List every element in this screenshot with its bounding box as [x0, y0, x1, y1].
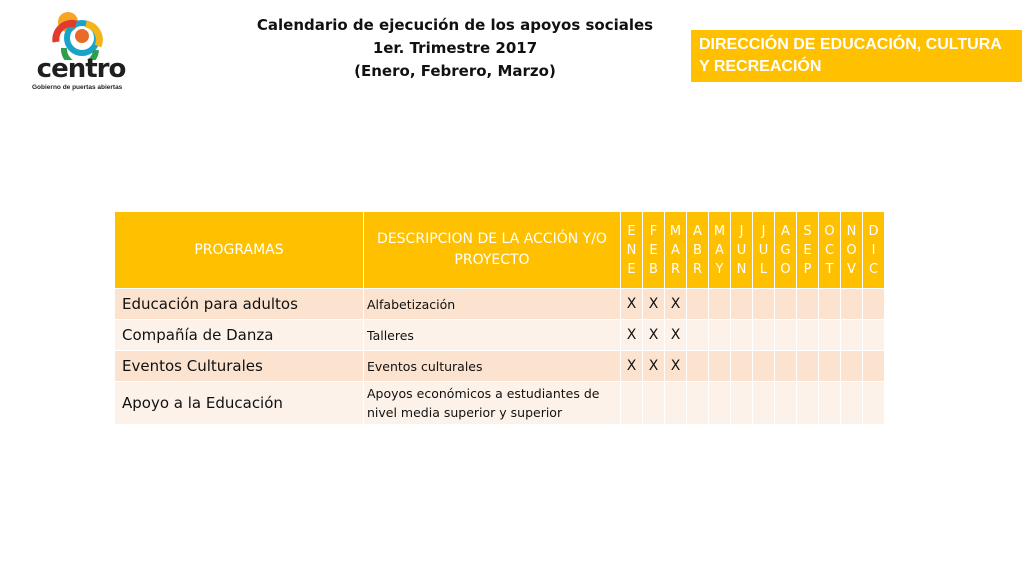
cell-month-mark [841, 320, 863, 351]
cell-month-mark [797, 382, 819, 425]
header-month [775, 212, 797, 289]
header-month-letter: R [692, 261, 703, 277]
cell-month-mark [841, 289, 863, 320]
cell-month-mark [819, 289, 841, 320]
header-month-letter: M [713, 223, 726, 239]
header-month-letter: U [736, 242, 747, 258]
cell-month-mark [753, 351, 775, 382]
header-month-letter: D [868, 223, 879, 239]
header-month-letter: A [781, 223, 790, 239]
table-row [115, 320, 885, 351]
logo-tagline: Gobierno de puertas abiertas [32, 84, 123, 91]
cell-month-mark: X [665, 320, 687, 351]
header-month-letter: T [825, 261, 834, 277]
header-month [643, 212, 665, 289]
header-month-letter: O [846, 242, 857, 258]
header-month-letter: E [627, 223, 636, 239]
cell-month-mark: X [665, 289, 687, 320]
cell-month-mark [797, 289, 819, 320]
header-month-letter: N [736, 261, 747, 277]
cell-month-mark: X [643, 320, 665, 351]
cell-month-mark [731, 289, 753, 320]
header-month [863, 212, 885, 289]
header-programas: PROGRAMAS [115, 212, 364, 289]
cell-month-mark: X [643, 289, 665, 320]
cell-month-mark [775, 289, 797, 320]
cell-programa: Compañía de Danza [115, 320, 364, 351]
cell-month-mark [731, 320, 753, 351]
header-month-letter: A [671, 242, 680, 258]
cell-month-mark [709, 382, 731, 425]
cell-month-mark [863, 382, 885, 425]
cell-month-mark [797, 351, 819, 382]
header-month-letter: E [649, 242, 658, 258]
cell-month-mark [709, 320, 731, 351]
cell-month-mark [797, 320, 819, 351]
cell-month-mark: X [643, 351, 665, 382]
logo [26, 8, 136, 90]
cell-month-mark [775, 320, 797, 351]
cell-month-mark [709, 351, 731, 382]
header-month-letter: B [649, 261, 658, 277]
logo-emblem-icon [26, 8, 136, 60]
header-month-letter: E [803, 242, 812, 258]
cell-month-mark [863, 289, 885, 320]
header-month-letter: N [626, 242, 637, 258]
header-month [819, 212, 841, 289]
header-month-letter: J [761, 223, 766, 239]
cell-descripcion: Alfabetización [364, 289, 621, 320]
cell-month-mark [775, 382, 797, 425]
cell-descripcion: Apoyos económicos a estudiantes de nivel media superior y superior [364, 382, 621, 425]
header-month-letter: G [780, 242, 791, 258]
header-month-letter: I [871, 242, 876, 258]
cell-month-mark [665, 382, 687, 425]
header-month [621, 212, 643, 289]
cell-month-mark: X [621, 289, 643, 320]
cell-month-mark [687, 351, 709, 382]
cell-month-mark [753, 289, 775, 320]
cell-programa: Apoyo a la Educación [115, 382, 364, 425]
calendar-table [114, 211, 885, 425]
header-month-letter: Y [715, 261, 724, 277]
title-line-3: (Enero, Febrero, Marzo) [354, 62, 556, 80]
cell-month-mark [819, 382, 841, 425]
cell-month-mark [731, 351, 753, 382]
page-title [240, 14, 670, 83]
header-descripcion: DESCRIPCION DE LA ACCIÓN Y/O PROYECTO [364, 212, 621, 289]
header-month [665, 212, 687, 289]
header-month [731, 212, 753, 289]
cell-month-mark [621, 382, 643, 425]
cell-month-mark [687, 382, 709, 425]
cell-month-mark [687, 289, 709, 320]
table-row [115, 382, 885, 425]
cell-month-mark [643, 382, 665, 425]
header-month [753, 212, 775, 289]
header-month [841, 212, 863, 289]
header-month-letter: A [693, 223, 702, 239]
cell-month-mark [731, 382, 753, 425]
cell-programa: Eventos Culturales [115, 351, 364, 382]
header-month-letter: V [847, 261, 856, 277]
cell-month-mark [775, 351, 797, 382]
cell-month-mark [841, 351, 863, 382]
cell-month-mark [863, 320, 885, 351]
table-header-row [115, 212, 885, 289]
header-month-letter: U [758, 242, 769, 258]
header-month-letter: M [669, 223, 682, 239]
title-line-1: Calendario de ejecución de los apoyos sociales [256, 16, 654, 34]
header-month-letter: N [846, 223, 857, 239]
header-month-letter: P [803, 261, 812, 277]
title-line-2: 1er. Trimestre 2017 [372, 39, 538, 57]
header-month-letter: F [649, 223, 658, 239]
cell-month-mark: X [621, 320, 643, 351]
cell-month-mark [819, 320, 841, 351]
cell-descripcion: Eventos culturales [364, 351, 621, 382]
header-month-letter: C [868, 261, 879, 277]
department-banner: DIRECCIÓN DE EDUCACIÓN, CULTURA Y RECREACIÓN [691, 30, 1022, 82]
cell-month-mark [709, 289, 731, 320]
logo-wordmark: centro [36, 54, 126, 84]
header-month-letter: E [627, 261, 636, 277]
cell-month-mark: X [665, 351, 687, 382]
header-month [709, 212, 731, 289]
header-month-letter: L [759, 261, 768, 277]
header-month-letter: O [780, 261, 791, 277]
header-month-letter: A [715, 242, 724, 258]
cell-descripcion: Talleres [364, 320, 621, 351]
cell-month-mark [819, 351, 841, 382]
header-month-letter: C [824, 242, 835, 258]
header-month-letter: O [824, 223, 835, 239]
header-month [687, 212, 709, 289]
cell-month-mark [863, 351, 885, 382]
cell-month-mark: X [621, 351, 643, 382]
table-body [115, 289, 885, 425]
table-row [115, 289, 885, 320]
table-row [115, 351, 885, 382]
cell-month-mark [753, 320, 775, 351]
header-month-letter: S [803, 223, 812, 239]
cell-month-mark [841, 382, 863, 425]
header-month [797, 212, 819, 289]
cell-month-mark [753, 382, 775, 425]
header-month-letter: J [739, 223, 744, 239]
cell-month-mark [687, 320, 709, 351]
cell-programa: Educación para adultos [115, 289, 364, 320]
header-month-letter: R [670, 261, 681, 277]
header-month-letter: B [693, 242, 702, 258]
